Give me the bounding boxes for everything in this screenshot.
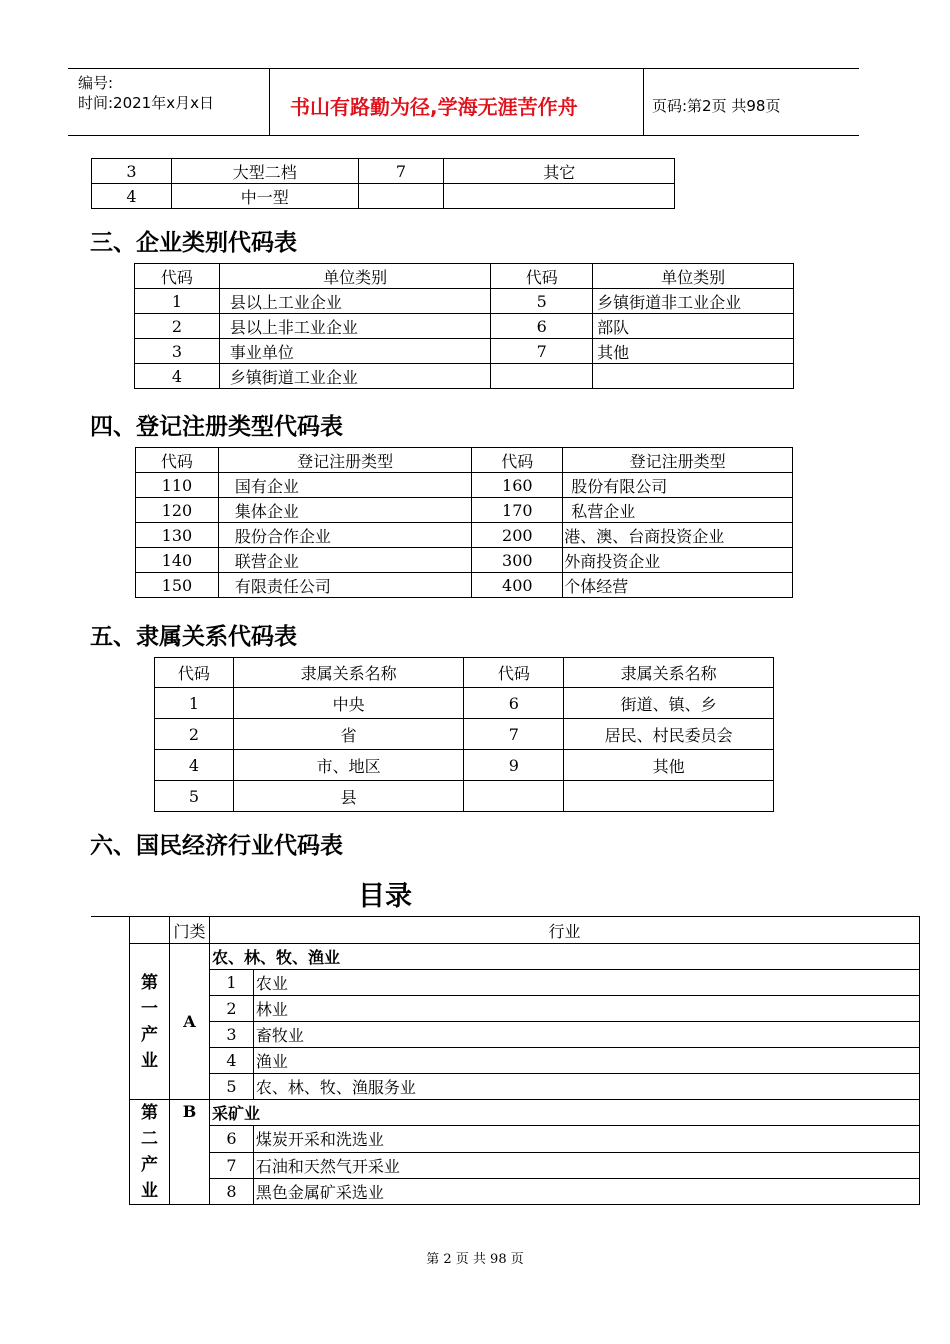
section-6-title: 六、国民经济行业代码表: [90, 833, 343, 859]
table-row: [135, 364, 794, 389]
column-header: 代码: [491, 264, 593, 289]
table-row: [130, 1022, 920, 1048]
table-row: [130, 996, 920, 1022]
table-cell: 9: [464, 750, 564, 781]
table-cell: 有限责任公司: [218, 573, 472, 598]
industry-code: 2: [209, 996, 253, 1022]
table-cell: 1: [135, 289, 220, 314]
table-row: [136, 573, 793, 598]
header-bottom-border: [68, 135, 859, 136]
table-row: [136, 548, 793, 573]
table-row: [130, 1048, 920, 1074]
table-cell: 县以上非工业企业: [219, 314, 491, 339]
footer-page-number: 第 2 页 共 98 页: [426, 1252, 524, 1267]
industry-code: 1: [209, 970, 253, 996]
table-row: [135, 339, 794, 364]
category-name: 采矿业: [209, 1100, 919, 1126]
table-cell: 6: [464, 688, 564, 719]
column-header: 单位类别: [219, 264, 491, 289]
header-divider-right: [643, 68, 644, 136]
sector-label: 第一产业: [130, 944, 170, 1100]
table-cell: 4: [155, 750, 234, 781]
section-4-title: 四、登记注册类型代码表: [90, 414, 343, 440]
table-cell: 7: [491, 339, 593, 364]
table-row: [130, 1126, 920, 1152]
industry-code: 5: [209, 1074, 253, 1100]
industry-name: 畜牧业: [253, 1022, 919, 1048]
table-cell: 国有企业: [218, 473, 472, 498]
table-cell: 县: [233, 781, 464, 812]
industry-name: 黑色金属矿采选业: [253, 1178, 919, 1204]
table-cell: 160: [472, 473, 563, 498]
table-cell: 150: [136, 573, 219, 598]
table-cell: 省: [233, 719, 464, 750]
table-cell: 中一型: [171, 184, 358, 209]
table-cell: 其它: [444, 159, 675, 184]
table-cell: 4: [135, 364, 220, 389]
table-row: [155, 781, 774, 812]
table-row: [130, 1152, 920, 1178]
column-header: 登记注册类型: [218, 448, 472, 473]
table-row: [136, 473, 793, 498]
table-cell: [464, 781, 564, 812]
industry-code: 3: [209, 1022, 253, 1048]
table-cell: 事业单位: [219, 339, 491, 364]
industry-name: 农、林、牧、渔服务业: [253, 1074, 919, 1100]
table-cell: 乡镇街道非工业企业: [593, 289, 794, 314]
toc-top-line: [91, 916, 129, 917]
table-cell: 乡镇街道工业企业: [219, 364, 491, 389]
industry-name: 煤炭开采和洗选业: [253, 1126, 919, 1152]
table-cell: 4: [92, 184, 172, 209]
table-cell: 市、地区: [233, 750, 464, 781]
header-divider-left: [269, 68, 270, 136]
industry-name: 林业: [253, 996, 919, 1022]
table-cell: [564, 781, 774, 812]
table-cell: 中央: [233, 688, 464, 719]
table-cell: 街道、镇、乡: [564, 688, 774, 719]
toc-title: 目录: [358, 881, 412, 912]
industry-code: 8: [209, 1178, 253, 1204]
table-row: [155, 688, 774, 719]
industry-name: 渔业: [253, 1048, 919, 1074]
table-cell: 部队: [593, 314, 794, 339]
table-cell: 120: [136, 498, 219, 523]
table-cell: 5: [491, 289, 593, 314]
column-header: 代码: [135, 264, 220, 289]
table-cell: [593, 364, 794, 389]
table-cell: 私营企业: [563, 498, 793, 523]
table-cell: 股份合作企业: [218, 523, 472, 548]
column-header: 代码: [464, 658, 564, 688]
sector-label: 第二产业: [130, 1100, 170, 1205]
table-row: [130, 944, 920, 970]
table-cell: 3: [135, 339, 220, 364]
section-3-title: 三、企业类别代码表: [90, 230, 297, 256]
table-cell: 6: [491, 314, 593, 339]
column-header: 隶属关系名称: [233, 658, 464, 688]
table-row: [130, 1100, 920, 1126]
table-header-row: [136, 448, 793, 473]
table-cell: 大型二档: [171, 159, 358, 184]
industry-code: 4: [209, 1048, 253, 1074]
industry-code: 6: [209, 1126, 253, 1152]
table-header-row: [130, 917, 920, 944]
table-row: [130, 1178, 920, 1204]
column-header: 登记注册类型: [563, 448, 793, 473]
industry-name: 农业: [253, 970, 919, 996]
table-row: [92, 184, 675, 209]
table-row: [135, 314, 794, 339]
table-cell: 个体经营: [563, 573, 793, 598]
category-letter: A: [169, 944, 209, 1100]
category-letter: B: [169, 1100, 209, 1205]
column-header: 单位类别: [593, 264, 794, 289]
column-header: 行业: [209, 917, 919, 944]
header-time-label: 时间:2021年x月x日: [78, 94, 214, 112]
table-cell: 集体企业: [218, 498, 472, 523]
enterprise-category-table: [134, 263, 794, 389]
table-cell: 5: [155, 781, 234, 812]
industry-code-table: [129, 916, 920, 1205]
registration-type-table: [135, 447, 793, 598]
table-cell: [444, 184, 675, 209]
table-cell: 300: [472, 548, 563, 573]
table-cell: 130: [136, 523, 219, 548]
table-cell: 港、澳、台商投资企业: [563, 523, 793, 548]
category-name: 农、林、牧、渔业: [209, 944, 919, 970]
header-motto: 书山有路勤为径,学海无涯苦作舟: [290, 95, 578, 119]
table-cell: [358, 184, 444, 209]
table-cell: 外商投资企业: [563, 548, 793, 573]
table-cell: 联营企业: [218, 548, 472, 573]
table-cell: 170: [472, 498, 563, 523]
enterprise-size-table-continued: [91, 158, 675, 209]
column-header: 隶属关系名称: [564, 658, 774, 688]
column-header: 代码: [472, 448, 563, 473]
affiliation-table: [154, 657, 774, 812]
industry-code: 7: [209, 1152, 253, 1178]
table-row: [92, 159, 675, 184]
table-cell: 7: [358, 159, 444, 184]
column-header: 门类: [169, 917, 209, 944]
table-row: [155, 750, 774, 781]
table-cell: 居民、村民委员会: [564, 719, 774, 750]
table-row: [136, 498, 793, 523]
column-header: 代码: [155, 658, 234, 688]
table-cell: 其他: [593, 339, 794, 364]
table-cell: 7: [464, 719, 564, 750]
table-cell: 股份有限公司: [563, 473, 793, 498]
section-5-title: 五、隶属关系代码表: [90, 624, 297, 650]
table-row: [130, 970, 920, 996]
column-header: 代码: [136, 448, 219, 473]
table-cell: 1: [155, 688, 234, 719]
table-row: [136, 523, 793, 548]
table-cell: 400: [472, 573, 563, 598]
table-cell: 2: [155, 719, 234, 750]
table-cell: 2: [135, 314, 220, 339]
table-row: [135, 289, 794, 314]
industry-name: 石油和天然气开采业: [253, 1152, 919, 1178]
table-row: [130, 1074, 920, 1100]
header-page-info: 页码:第2页 共98页: [652, 97, 781, 115]
table-cell: 140: [136, 548, 219, 573]
header-top-border: [68, 68, 859, 69]
table-cell: 3: [92, 159, 172, 184]
table-cell: 其他: [564, 750, 774, 781]
table-cell: 110: [136, 473, 219, 498]
table-cell: [491, 364, 593, 389]
table-cell: 200: [472, 523, 563, 548]
table-header-row: [155, 658, 774, 688]
table-row: [155, 719, 774, 750]
header-number-label: 编号:: [78, 74, 114, 92]
table-cell: 县以上工业企业: [219, 289, 491, 314]
table-header-row: [135, 264, 794, 289]
table-cell: [130, 917, 170, 944]
